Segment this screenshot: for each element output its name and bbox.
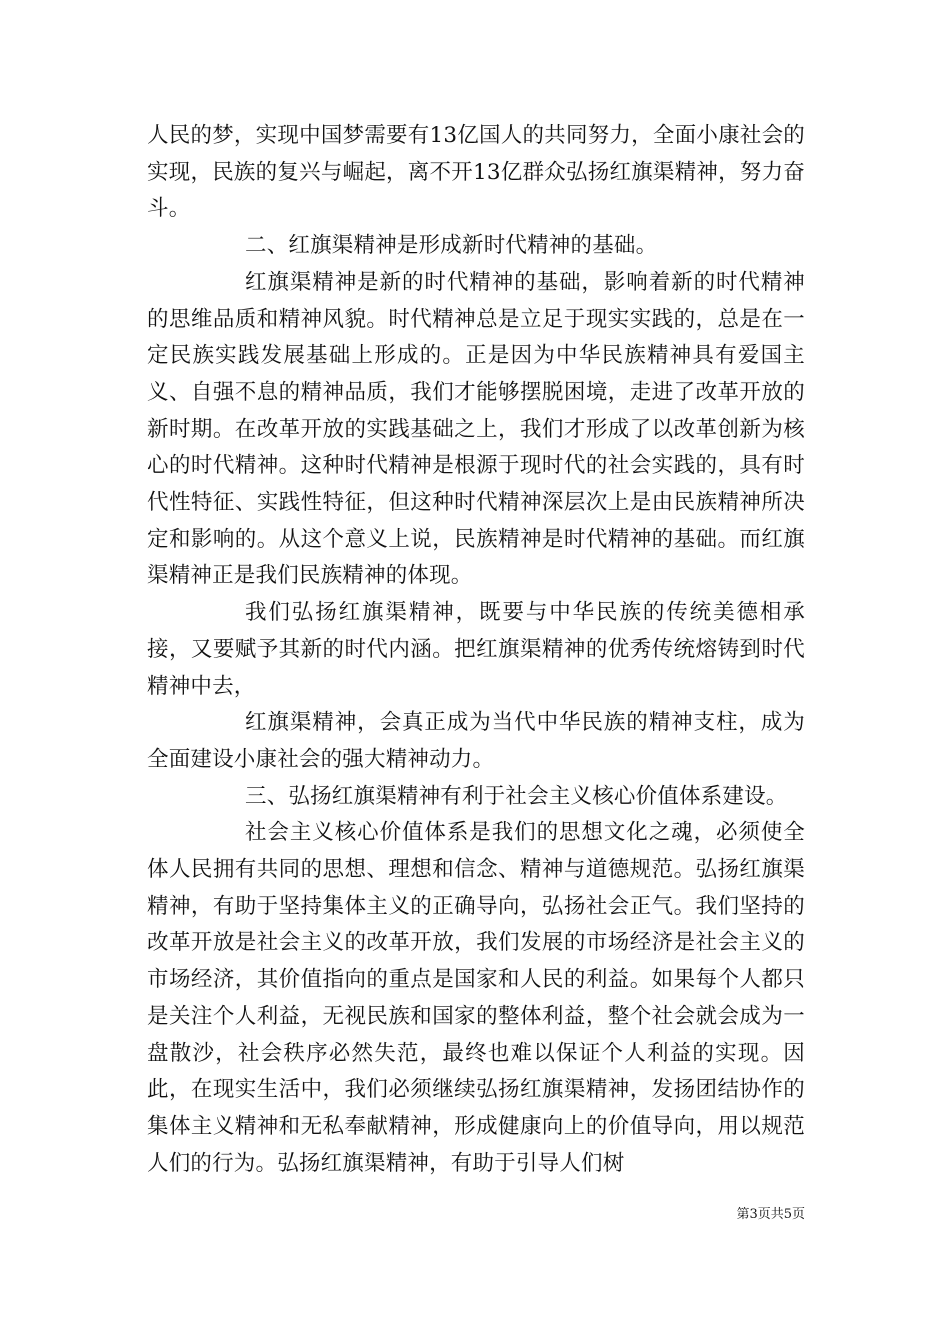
body-text bbox=[147, 118, 805, 1182]
paragraph-5: 红旗渠精神，会真正成为当代中华民族的精神支柱，成为全面建设小康社会的强大精神动力。 bbox=[147, 710, 805, 772]
paragraph-3: 红旗渠精神是新的时代精神的基础，影响着新的时代精神的思维品质和精神风貌。时代精神总是立足于现实实践的，总是在一定民族实践发展基础上形成的。正是因为中华民族精神具有爱国主义、自强不息的精神品质，我们才能够摆脱困境，走进了改革开放的新时期。在改革开放的实践基础之上，我们才形成了以改革创新为核心的时代精神。这种时代精神是根源于现时代的社会实践的，具有时代性特征、实践性特征，但这种时代精神深层次上是由民族精神所决定和影响的。从这个意义上说，民族精神是时代精神的基础。而红旗渠精神正是我们民族精神的体现。 bbox=[147, 269, 805, 589]
paragraph-4: 我们弘扬红旗渠精神，既要与中华民族的传统美德相承接，又要赋予其新的时代内涵。把红旗渠精神的优秀传统熔铸到时代精神中去， bbox=[147, 600, 805, 699]
paragraph-1: 人民的梦，实现中国梦需要有13亿国人的共同努力，全面小康社会的实现，民族的复兴与崛起，离不开13亿群众弘扬红旗渠精神，努力奋斗。 bbox=[147, 123, 805, 222]
section-heading-3: 三、弘扬红旗渠精神有利于社会主义核心价值体系建设。 bbox=[245, 783, 788, 809]
paragraph-7: 社会主义核心价值体系是我们的思想文化之魂，必须使全体人民拥有共同的思想、理想和信念、精神与道德规范。弘扬红旗渠精神，有助于坚持集体主义的正确导向，弘扬社会正气。我们坚持的改革开放是社会主义的改革开放，我们发展的市场经济是社会主义的市场经济，其价值指向的重点是国家和人民的利益。如果每个人都只是关注个人利益，无视民族和国家的整体利益，整个社会就会成为一盘散沙，社会秩序必然失范，最终也难以保证个人利益的实现。因此，在现实生活中，我们必须继续弘扬红旗渠精神，发扬团结协作的集体主义精神和无私奉献精神，形成健康向上的价值导向，用以规范人们的行为。弘扬红旗渠精神，有助于引导人们树 bbox=[147, 820, 805, 1176]
section-heading-2: 二、红旗渠精神是形成新时代精神的基础。 bbox=[245, 233, 658, 259]
page-number-footer: 第3页共5页 bbox=[736, 1207, 805, 1222]
